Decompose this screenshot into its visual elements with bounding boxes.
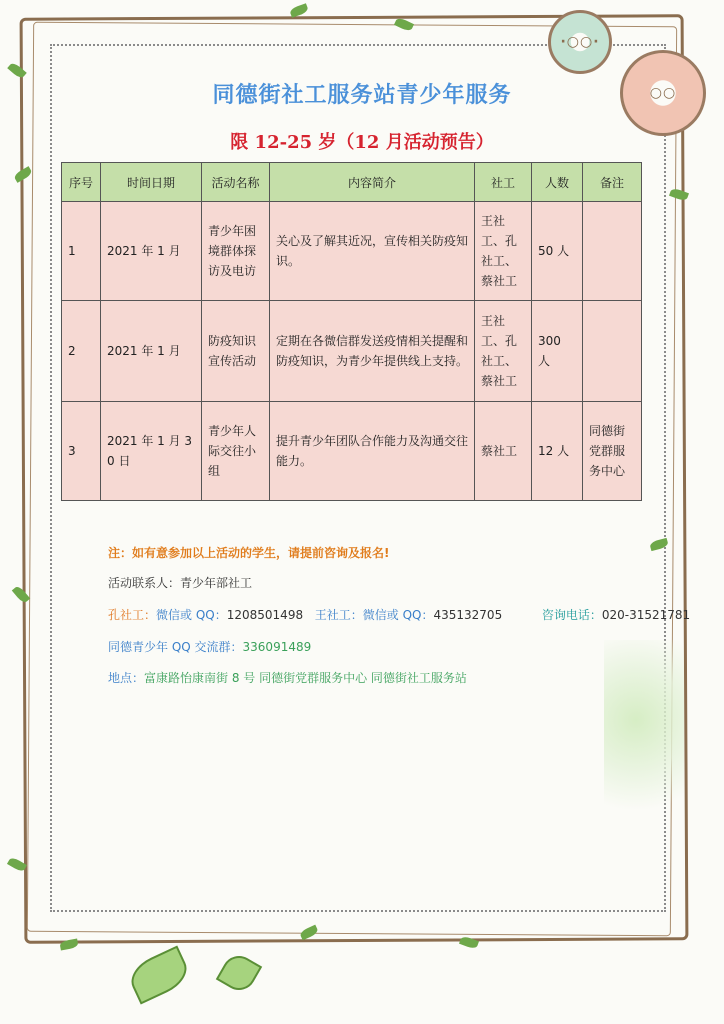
- cell-number: 1: [62, 202, 101, 301]
- note-label: 注：: [108, 546, 133, 560]
- activity-table: [61, 162, 642, 501]
- cell-activity-name: 防疫知识宣传活动: [202, 301, 270, 402]
- contact-value: 青少年部社工: [180, 576, 253, 590]
- kong-label: 孔社工：: [108, 608, 157, 622]
- cell-remark: 同德街党群服务中心: [583, 402, 642, 501]
- cell-remark: [583, 202, 642, 301]
- kong-text: 微信或 QQ：: [156, 608, 227, 622]
- kong-value: 1208501498: [226, 608, 304, 622]
- cell-content: 定期在各微信群发送疫情相关提醒和防疫知识，为青少年提供线上支持。: [270, 301, 475, 402]
- big-leaf-icon: [216, 950, 262, 996]
- cell-date: 2021 年 1 月: [101, 301, 202, 402]
- qq-group-value: 336091489: [242, 640, 312, 654]
- donut-face-icon: ○○: [649, 85, 677, 101]
- big-leaf-icon: [125, 946, 194, 1005]
- header-remark: 备注: [583, 163, 642, 202]
- cell-date: 2021 年 1 月 30 日: [101, 402, 202, 501]
- header-date: 时间日期: [101, 163, 202, 202]
- cell-content: 提升青少年团队合作能力及沟通交往能力。: [270, 402, 475, 501]
- cell-worker: 王社工、孔社工、蔡社工: [475, 202, 532, 301]
- cell-activity-name: 青少年人际交往小组: [202, 402, 270, 501]
- donut-decoration: [548, 10, 612, 74]
- note-line: [108, 544, 390, 561]
- note-text: 如有意参加以上活动的学生，请提前咨询及报名!: [132, 546, 390, 560]
- table-row: [62, 202, 642, 301]
- donut-face-icon: ·○○·: [560, 34, 600, 50]
- header-activity-name: 活动名称: [202, 163, 270, 202]
- header-number: 序号: [62, 163, 101, 202]
- cell-number: 3: [62, 402, 101, 501]
- cell-activity-name: 青少年困境群体探访及电访: [202, 202, 270, 301]
- header-worker: 社工: [475, 163, 532, 202]
- qq-group-line: [108, 638, 311, 655]
- cell-date: 2021 年 1 月: [101, 202, 202, 301]
- header-count: 人数: [532, 163, 583, 202]
- wang-text: 微信或 QQ：: [362, 608, 434, 622]
- wechat-line: [108, 606, 690, 623]
- page-subtitle: 限 12-25 岁（12 月活动预告）: [230, 132, 494, 153]
- location-line: [108, 669, 467, 686]
- phone-value: 020-31521781: [601, 608, 691, 622]
- contact-label: 活动联系人：: [108, 576, 181, 590]
- cell-count: 300 人: [532, 301, 583, 402]
- cell-count: 50 人: [532, 202, 583, 301]
- cell-worker: 王社工、孔社工、蔡社工: [475, 301, 532, 402]
- cell-number: 2: [62, 301, 101, 402]
- contact-line: [108, 574, 252, 591]
- cell-worker: 蔡社工: [475, 402, 532, 501]
- page-title: 同德街社工服务站青少年服务: [212, 83, 512, 108]
- location-value: 富康路怡康南街 8 号 同德街党群服务中心 同德街社工服务站: [144, 671, 467, 685]
- header-content: 内容简介: [270, 163, 475, 202]
- flower-decoration: [604, 640, 684, 840]
- cell-remark: [583, 301, 642, 402]
- table-header-row: [62, 163, 642, 202]
- qq-group-label: 同德青少年 QQ 交流群：: [108, 640, 243, 654]
- wang-label: 王社工：: [314, 608, 363, 622]
- table-row: [62, 301, 642, 402]
- table-row: [62, 402, 642, 501]
- phone-label: 咨询电话：: [541, 608, 602, 622]
- cell-count: 12 人: [532, 402, 583, 501]
- cell-content: 关心及了解其近况，宣传相关防疫知识。: [270, 202, 475, 301]
- wang-value: 435132705: [433, 608, 503, 622]
- location-label: 地点：: [108, 671, 145, 685]
